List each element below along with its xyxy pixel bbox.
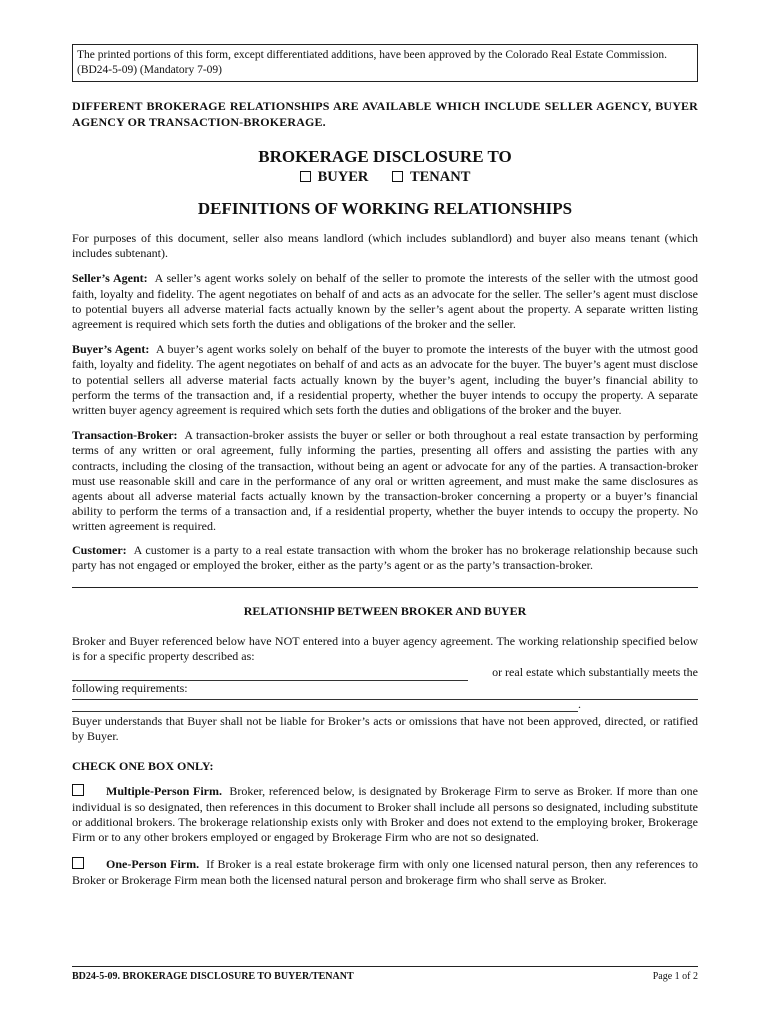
liability-paragraph: Buyer understands that Buyer shall not be liable for Broker’s acts or omissions that have not been approved, directed, or ratified by Buyer. [72,714,698,744]
page-title: BROKERAGE DISCLOSURE TO [258,147,512,166]
one-person-firm-option [72,857,698,887]
notice-line-1: The printed portions of this form, except differentiated additions, have been approved by the Colorado Real Estate Commission. [77,49,667,61]
check-one-heading: CHECK ONE BOX ONLY: [72,759,214,774]
one-person-firm-term: One-Person Firm. [106,857,200,872]
buyers-agent-text: A buyer’s agent works solely on behalf of the buyer to promote the interests of the buyer with the utmost good faith, loyalty and fidelity. The agent negotiates on behalf of and acts as an advocate for the buyer. The buyer’s agent must disclose to potential sellers all adverse material facts actually known by the buyer’s agent, including the buyer’s financial ability to perform the terms of the transaction and, if a residential property, whether the buyer intends to occupy the property. A separate written buyer agency agreement is required which sets forth the duties and obligations of the broker and the buyer. [72,342,699,418]
customer-term: Customer: [72,542,127,557]
multiple-person-firm-option [72,784,698,845]
buyer-option[interactable] [300,169,369,185]
buyers-agent-paragraph [72,342,698,418]
one-person-firm-text: If Broker is a real estate brokerage firm with only one licensed natural person, then any references to Broker or Brokerage Firm mean both the licensed natural person and brokerage firm who shall serve as Broker. [72,857,698,887]
tenant-option[interactable] [392,169,470,185]
buyer-checkbox[interactable] [300,171,311,182]
requirements-field[interactable] [72,698,578,712]
customer-paragraph [72,543,698,573]
property-description-row [72,665,698,680]
definitions-heading: DEFINITIONS OF WORKING RELATIONSHIPS [197,199,573,218]
document-page [72,44,698,888]
purpose-paragraph: For purposes of this document, seller also means landlord (which includes sublandlord) and buyer also means tenant (which includes subtenant). [72,231,698,261]
party-options [72,169,698,186]
transaction-broker-term: Transaction-Broker: [72,428,178,443]
approval-notice [72,44,698,82]
sellers-agent-text: A seller’s agent works solely on behalf of the seller to promote the interests of the seller with the utmost good faith, loyalty and fidelity. The agent negotiates on behalf of and acts as an advocate for the seller. The seller’s agent must disclose to potential buyers all adverse material facts actually known by the seller’s agent about the property. A separate written listing agreement is required which sets forth the duties and obligations of the broker and the seller. [72,271,698,332]
page-footer [72,966,698,982]
multiple-person-firm-term: Multiple-Person Firm. [106,784,222,799]
footer-form-id: BD24-5-09. BROKERAGE DISCLOSURE TO BUYER/TENANT [72,971,354,982]
intro-statement: DIFFERENT BROKERAGE RELATIONSHIPS ARE AVAILABLE WHICH INCLUDE SELLER AGENCY, BUYER AGENCY OR TRANSACTION-BROKERAGE. [72,99,698,129]
relationship-heading: RELATIONSHIP BETWEEN BROKER AND BUYER [243,604,527,619]
footer-page-number: Page 1 of 2 [652,971,698,982]
buyers-agent-term: Buyer’s Agent: [72,342,150,357]
buyer-option-label: BUYER [317,169,369,185]
transaction-broker-text: A transaction-broker assists the buyer or seller or both throughout a real estate transaction by performing terms of any written or oral agreement, fully informing the parties, presenting all offers and assisting the parties with any contracts, including the closing of the transaction, without being an agent or advocate for any of the parties. A transaction-broker must use reasonable skill and care in the performance of any oral or written agreement, and must make the same disclosures as agents about all adverse material facts actually known by the transaction-broker concerning a property or a buyer’s financial ability to perform the terms of a transaction and, if a residential property, whether the buyer intends to occupy the property. No written agreement is required. [72,428,698,534]
one-person-firm-checkbox[interactable] [72,857,84,869]
tenant-checkbox[interactable] [392,171,403,182]
multiple-person-firm-text: Broker, referenced below, is designated by Brokerage Firm to serve as Broker. If more than one individual is so designated, then references in this document to Broker shall include all persons so designated, including substitute or additional brokers. The brokerage relationship exists only with Broker and does not extend to the employing broker, Brokerage Firm or to any other brokers employed or engaged by Brokerage Firm who are not so designated. [72,784,698,845]
property-description-field[interactable] [72,667,468,681]
notice-line-2: (BD24-5-09) (Mandatory 7-09) [77,64,222,76]
section-divider [72,587,698,588]
tenant-option-label: TENANT [409,169,471,185]
following-requirements-label: following requirements: [72,680,188,695]
multiple-person-firm-checkbox[interactable] [72,784,84,796]
customer-text: A customer is a party to a real estate transaction with whom the broker has no brokerage relationship because such party has not engaged or employed the broker, either as the party’s agent or as the party’s transaction-broker. [72,542,698,572]
requirements-period: . [578,696,581,711]
relationship-intro: Broker and Buyer referenced below have NOT entered into a buyer agency agreement. The working relationship specified below is for a specific property described as: [72,634,698,664]
or-text: or real estate which substantially meets the [492,665,698,680]
transaction-broker-paragraph [72,428,698,534]
sellers-agent-term: Seller’s Agent: [72,271,148,286]
sellers-agent-paragraph [72,271,698,332]
